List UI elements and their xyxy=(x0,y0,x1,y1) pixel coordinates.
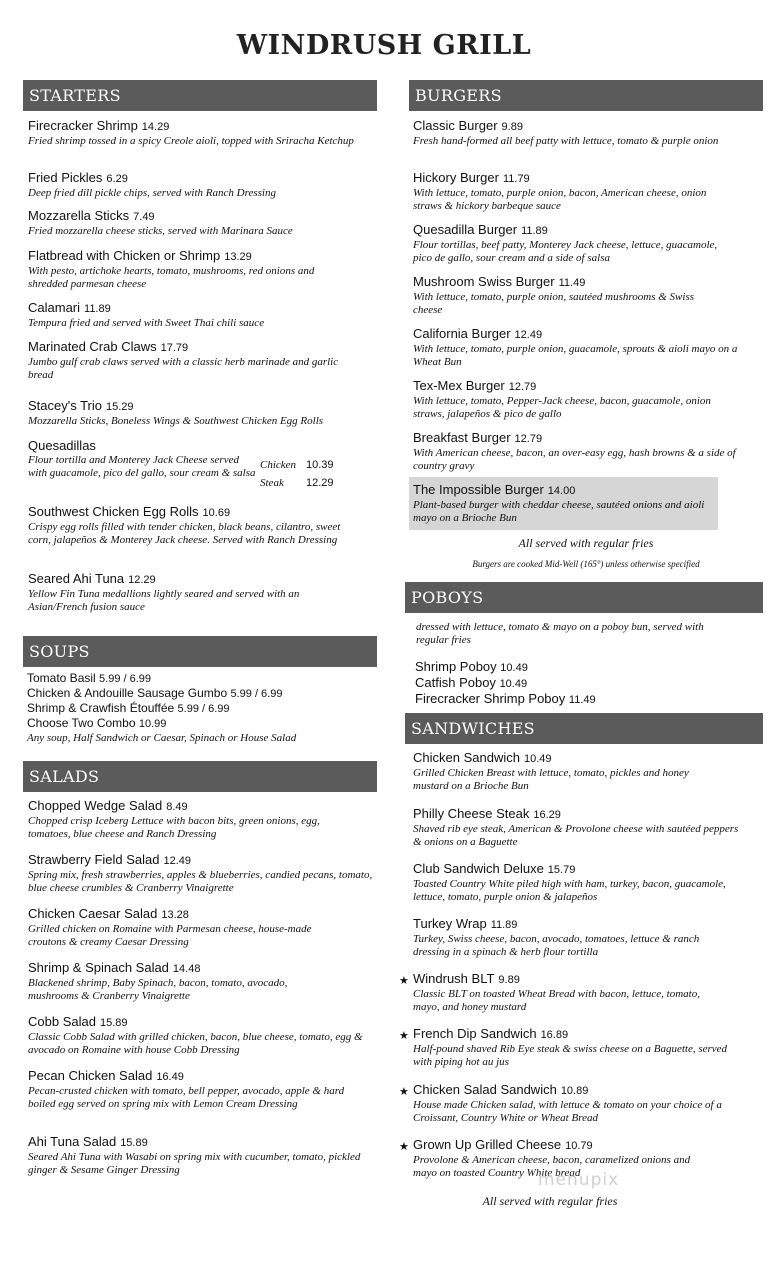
watermark: menupix xyxy=(538,1170,620,1190)
poboy-price: 10.49 xyxy=(499,678,528,690)
item-price: 7.49 xyxy=(133,211,155,223)
item-name: Calamari xyxy=(28,300,81,315)
item-description: With lettuce, tomato, Pepper-Jack cheese, bacon, guacamole, onion straws, jalapeños & pico de gallo xyxy=(413,395,711,420)
soup-name: Chicken & Andouille Sausage Gumbo xyxy=(27,686,228,700)
item-description: Tempura fried and served with Sweet Thai chili sauce xyxy=(28,317,265,329)
salads-heading: SALADS xyxy=(23,761,377,792)
star-icon: ★ xyxy=(399,1085,409,1098)
menu-item xyxy=(413,1026,748,1069)
option-price: 10.39 xyxy=(306,459,334,471)
poboy-price: 10.49 xyxy=(500,662,528,674)
soup-name: Choose Two Combo xyxy=(27,716,136,730)
star-icon: ★ xyxy=(399,1029,409,1042)
item-price: 11.79 xyxy=(502,173,530,185)
menu-item xyxy=(28,339,348,382)
poboy-line xyxy=(415,675,527,692)
sandwiches-fries-note: All served with regular fries xyxy=(482,1194,618,1208)
item-price: 14.00 xyxy=(547,485,576,497)
menu-item xyxy=(413,430,743,473)
menu-item xyxy=(28,852,378,895)
item-name: Seared Ahi Tuna xyxy=(28,571,125,586)
item-name: Ahi Tuna Salad xyxy=(28,1134,117,1149)
soups-heading: SOUPS xyxy=(23,636,377,667)
item-description: Blackened shrimp, Baby Spinach, bacon, tomato, avocado, mushrooms & Cranberry Vinaigrette xyxy=(28,977,288,1002)
item-name: The Impossible Burger xyxy=(413,482,544,497)
quesadilla-options xyxy=(260,455,370,491)
item-price: 12.49 xyxy=(514,329,543,341)
menu-item xyxy=(413,750,723,793)
soup-name: Shrimp & Crawfish Étouffée xyxy=(27,701,175,715)
star-icon: ★ xyxy=(399,1140,409,1153)
item-description: Fried shrimp tossed in a spicy Creole aioli, topped with Sriracha Ketchup xyxy=(28,135,354,147)
item-description: Grilled Chicken Breast with lettuce, tomato, pickles and honey mustard on a Brioche Bun xyxy=(413,767,689,792)
item-description: Toasted Country White piled high with ham, turkey, bacon, guacamole, lettuce, tomato, purple onion & jalapeños xyxy=(413,878,726,903)
item-price: 12.49 xyxy=(163,855,192,867)
item-price: 10.49 xyxy=(523,753,552,765)
menu-item xyxy=(28,906,348,949)
menu-item xyxy=(28,208,358,238)
item-name: Club Sandwich Deluxe xyxy=(413,861,544,876)
item-price: 15.29 xyxy=(106,401,134,413)
item-description: With pesto, artichoke hearts, tomato, mushrooms, red onions and shredded parmesan cheese xyxy=(28,265,315,290)
item-name: Turkey Wrap xyxy=(413,916,487,931)
item-description: Fried mozzarella cheese sticks, served with Marinara Sauce xyxy=(28,225,293,237)
item-description: Fresh hand-formed all beef patty with lettuce, tomato & purple onion xyxy=(413,135,719,147)
menu-item xyxy=(413,118,743,148)
item-description: Flour tortillas, beef patty, Monterey Jack cheese, lettuce, guacamole, pico de gallo, sour cream and a side of salsa xyxy=(413,239,718,264)
item-name: Strawberry Field Salad xyxy=(28,852,160,867)
soup-price: 5.99 / 6.99 xyxy=(177,703,230,715)
item-price: 12.79 xyxy=(514,433,543,445)
item-price: 6.29 xyxy=(106,173,128,185)
item-price: 11.89 xyxy=(490,919,518,931)
menu-item xyxy=(413,806,743,849)
soup-price: 5.99 / 6.99 xyxy=(99,673,152,685)
menu-item xyxy=(28,1068,363,1111)
soup-line xyxy=(27,716,166,732)
menu-item xyxy=(28,1014,378,1057)
item-name: Classic Burger xyxy=(413,118,498,133)
item-description: Pecan-crusted chicken with tomato, bell pepper, avocado, apple & hard boiled egg served on spring mix with Lemon Cream Dressing xyxy=(28,1085,345,1110)
menu-item xyxy=(413,971,723,1014)
item-name: Tex-Mex Burger xyxy=(413,378,505,393)
poboys-heading: POBOYS xyxy=(405,582,763,613)
item-name: Chicken Sandwich xyxy=(413,750,520,765)
item-description: With lettuce, tomato, purple onion, bacon, American cheese, onion straws & hickory barbeque sauce xyxy=(413,187,707,212)
item-name: Chopped Wedge Salad xyxy=(28,798,163,813)
item-description: Deep fried dill pickle chips, served with Ranch Dressing xyxy=(28,187,276,199)
item-description: Grilled chicken on Romaine with Parmesan cheese, house-made croutons & creamy Caesar Dressing xyxy=(28,923,312,948)
item-description: With lettuce, tomato, purple onion, sautéed mushrooms & Swiss cheese xyxy=(413,291,694,316)
item-description: Crispy egg rolls filled with tender chicken, black beans, cilantro, sweet corn, jalapeños & Monterey Jack cheese. Served with Ranch Dressing xyxy=(28,521,341,546)
menu-item xyxy=(413,326,743,369)
item-price: 15.79 xyxy=(547,864,576,876)
item-description: Seared Ahi Tuna with Wasabi on spring mix with cucumber, tomato, pickled ginger & Sesame Ginger Dressing xyxy=(28,1151,361,1176)
item-price: 12.29 xyxy=(128,574,156,586)
menu-item xyxy=(413,378,743,421)
item-name: Firecracker Shrimp xyxy=(28,118,138,133)
item-name: Grown Up Grilled Cheese xyxy=(413,1137,562,1152)
soup-price: 5.99 / 6.99 xyxy=(230,688,283,700)
soup-line xyxy=(27,671,151,687)
soup-combo-description: Any soup, Half Sandwich or Caesar, Spinach or House Salad xyxy=(27,732,297,744)
menu-item xyxy=(28,571,338,614)
menu-item xyxy=(413,274,713,317)
item-price: 10.69 xyxy=(202,507,231,519)
poboy-line xyxy=(415,659,528,676)
item-name: Mozzarella Sticks xyxy=(28,208,130,223)
item-description: Provolone & American cheese, bacon, caramelized onions and mayo on toasted Country White bread xyxy=(413,1154,691,1179)
item-description: Shaved rib eye steak, American & Provolone cheese with sautéed peppers & onions on a Baguette xyxy=(413,823,739,848)
starters-heading: STARTERS xyxy=(23,80,377,111)
item-name: Cobb Salad xyxy=(28,1014,96,1029)
poboy-name: Shrimp Poboy xyxy=(415,659,497,674)
item-name: Flatbread with Chicken or Shrimp xyxy=(28,248,221,263)
item-name: Hickory Burger xyxy=(413,170,499,185)
menu-item xyxy=(413,861,743,904)
item-price: 14.48 xyxy=(172,963,201,975)
item-price: 9.89 xyxy=(498,974,520,986)
menu-item xyxy=(28,960,338,1003)
item-description: Half-pound shaved Rib Eye steak & swiss cheese on a Baguette, served with piping hot au jus xyxy=(413,1043,728,1068)
item-name: California Burger xyxy=(413,326,511,341)
restaurant-title: WINDRUSH GRILL xyxy=(236,30,532,61)
menu-item xyxy=(28,118,358,148)
item-description: Yellow Fin Tuna medallions lightly seared and served with an Asian/French fusion sauce xyxy=(28,588,300,613)
item-price: 8.49 xyxy=(166,801,188,813)
menu-item xyxy=(413,170,733,213)
item-name: Marinated Crab Claws xyxy=(28,339,157,354)
item-name: Quesadillas xyxy=(28,438,96,453)
item-description: With American cheese, bacon, an over-easy egg, hash browns & a side of country gravy xyxy=(413,447,736,472)
item-description: Chopped crisp Iceberg Lettuce with bacon bits, green onions, egg, tomatoes, blue cheese and Ranch Dressing xyxy=(28,815,320,840)
item-description: Flour tortilla and Monterey Jack Cheese served with guacamole, pico del gallo, sour cream & salsa xyxy=(28,454,256,479)
item-price: 15.89 xyxy=(120,1137,148,1149)
item-price: 16.49 xyxy=(156,1071,184,1083)
item-name: Chicken Caesar Salad xyxy=(28,906,158,921)
item-description: Spring mix, fresh strawberries, apples & blueberries, candied pecans, tomato, blue cheese crumbles & Cranberry Vinaigrette xyxy=(28,869,373,894)
item-price: 11.89 xyxy=(521,225,548,237)
option-price: 12.29 xyxy=(306,477,334,489)
item-price: 10.79 xyxy=(565,1140,593,1152)
item-name: French Dip Sandwich xyxy=(413,1026,537,1041)
menu-item xyxy=(413,916,723,959)
item-name: Shrimp & Spinach Salad xyxy=(28,960,169,975)
burgers-heading: BURGERS xyxy=(409,80,763,111)
star-icon: ★ xyxy=(399,974,409,987)
menu-item xyxy=(28,398,368,428)
menu-item xyxy=(28,248,353,291)
item-description: Classic Cobb Salad with grilled chicken, bacon, blue cheese, tomato, egg & avocado on Romaine with house Cobb Dressing xyxy=(28,1031,363,1056)
item-description: Turkey, Swiss cheese, bacon, avocado, tomatoes, lettuce & ranch dressing in a spinach & herb flour tortilla xyxy=(413,933,700,958)
item-name: Southwest Chicken Egg Rolls xyxy=(28,504,199,519)
soup-line xyxy=(27,701,230,717)
sandwiches-heading: SANDWICHES xyxy=(405,713,763,744)
item-description: Jumbo gulf crab claws served with a classic herb marinade and garlic bread xyxy=(28,356,339,381)
menu-item xyxy=(413,222,728,265)
item-price: 10.89 xyxy=(560,1085,589,1097)
item-price: 11.49 xyxy=(558,277,586,289)
item-description: Plant-based burger with cheddar cheese, sautéed onions and aioli mayo on a Brioche Bun xyxy=(413,499,705,524)
menu-item xyxy=(28,170,358,200)
menu-item xyxy=(28,300,358,330)
menu-item-featured xyxy=(413,482,718,525)
item-price: 17.79 xyxy=(160,342,189,354)
option-label: Chicken xyxy=(260,459,297,471)
item-price: 12.79 xyxy=(508,381,537,393)
item-price: 9.89 xyxy=(501,121,523,133)
poboy-price: 11.49 xyxy=(568,694,596,706)
item-name: Breakfast Burger xyxy=(413,430,511,445)
item-name: Mushroom Swiss Burger xyxy=(413,274,555,289)
item-description: House made Chicken salad, with lettuce & tomato on your choice of a Croissant, Country White or Wheat Bread xyxy=(413,1099,722,1124)
menu-item xyxy=(28,1134,378,1177)
item-description: Mozzarella Sticks, Boneless Wings & Southwest Chicken Egg Rolls xyxy=(28,415,324,427)
poboys-intro: dressed with lettuce, tomato & mayo on a poboy bun, served with regular fries xyxy=(416,621,704,646)
item-name: Windrush BLT xyxy=(413,971,495,986)
item-description: With lettuce, tomato, purple onion, guacamole, sprouts & aioli mayo on a Wheat Bun xyxy=(413,343,738,368)
poboy-line xyxy=(415,691,596,708)
menu-item xyxy=(28,438,258,480)
menu-item xyxy=(28,798,328,841)
item-name: Pecan Chicken Salad xyxy=(28,1068,153,1083)
item-price: 13.29 xyxy=(224,251,252,263)
item-price: 14.29 xyxy=(141,121,170,133)
burgers-cook-note: Burgers are cooked Mid-Well (165°) unless otherwise specified xyxy=(472,559,700,569)
item-price: 16.29 xyxy=(533,809,561,821)
item-name: Philly Cheese Steak xyxy=(413,806,530,821)
menu-item xyxy=(28,504,358,547)
soup-line xyxy=(27,686,282,702)
item-price: 11.89 xyxy=(84,303,111,315)
item-price: 13.28 xyxy=(161,909,189,921)
item-name: Fried Pickles xyxy=(28,170,103,185)
menu-item xyxy=(413,1082,743,1125)
item-name: Stacey's Trio xyxy=(28,398,103,413)
option-label: Steak xyxy=(260,477,284,489)
soup-name: Tomato Basil xyxy=(27,671,96,685)
soup-price: 10.99 xyxy=(138,718,167,730)
item-name: Quesadilla Burger xyxy=(413,222,518,237)
item-price: 16.89 xyxy=(540,1029,569,1041)
poboy-name: Firecracker Shrimp Poboy xyxy=(415,691,566,706)
item-name: Chicken Salad Sandwich xyxy=(413,1082,557,1097)
burgers-fries-note: All served with regular fries xyxy=(518,536,654,550)
item-description: Classic BLT on toasted Wheat Bread with bacon, lettuce, tomato, mayo, and honey mustard xyxy=(413,988,700,1013)
item-price: 15.89 xyxy=(99,1017,128,1029)
poboy-name: Catfish Poboy xyxy=(415,675,496,690)
